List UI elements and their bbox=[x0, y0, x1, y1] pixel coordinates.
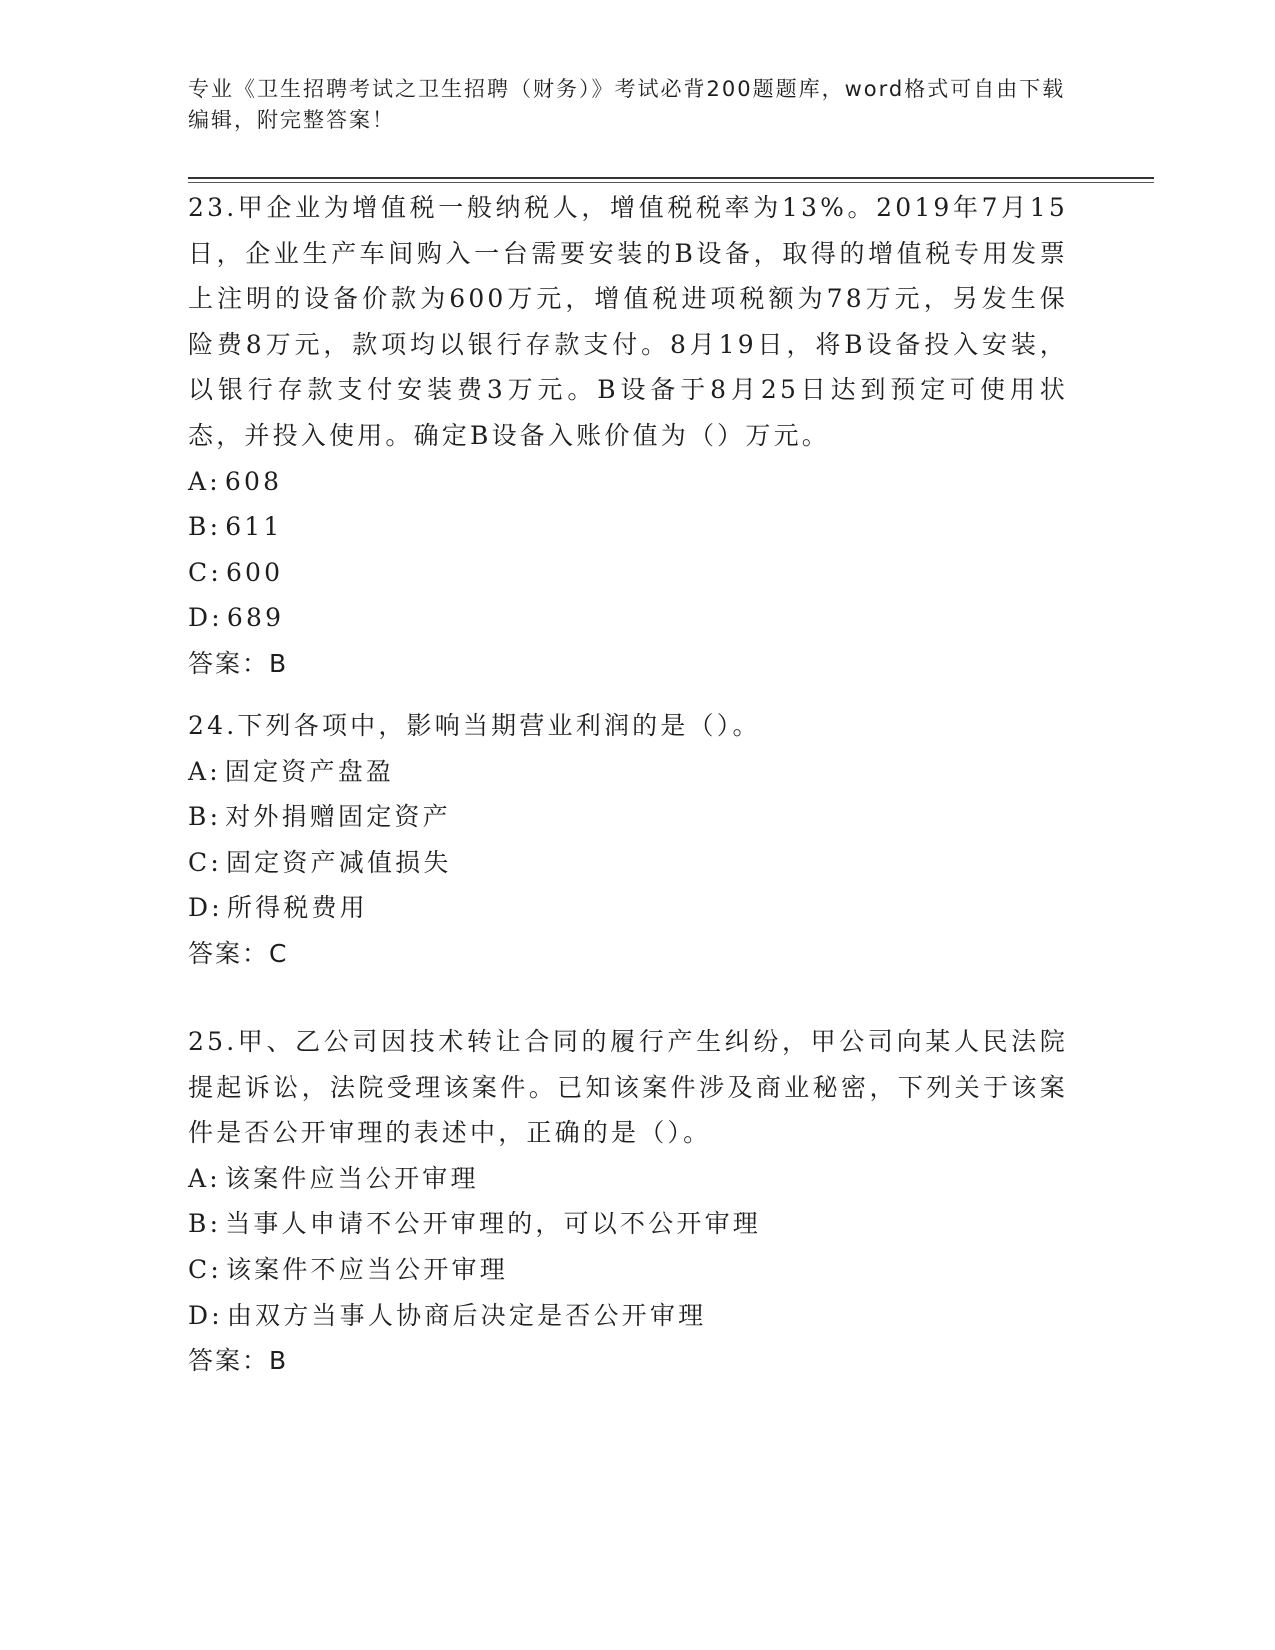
option-text: 该案件应当公开审理 bbox=[224, 1163, 479, 1193]
option-a bbox=[188, 459, 1068, 505]
question-stem: 23.甲企业为增值税一般纳税人，增值税税率为13%。2019年7月15日，企业生产车间购入一台需要安装的B设备，取得的增值税专用发票上注明的设备价款为600万元，增值税进项税额为78万元，另发生保险费8万元，款项均以银行存款支付。8月19日，将B设备投入安装，以银行存款支付安装费3万元。B设备于8月25日达到预定可使用状态，并投入使用。确定B设备入账价值为（）万元。 bbox=[188, 193, 1068, 450]
option-text: 600 bbox=[225, 557, 284, 587]
header-divider-thick bbox=[188, 177, 1154, 179]
option-text: 固定资产减值损失 bbox=[225, 847, 452, 877]
option-c bbox=[188, 1247, 1068, 1293]
option-letter: D: bbox=[188, 603, 223, 633]
option-a bbox=[188, 1156, 1068, 1202]
option-letter: A: bbox=[188, 756, 221, 786]
option-letter: C: bbox=[188, 1254, 222, 1284]
option-c bbox=[188, 840, 1068, 886]
answer-line: 答案：B bbox=[188, 648, 289, 678]
option-d bbox=[188, 1293, 1068, 1339]
question-25 bbox=[188, 1019, 1068, 1384]
option-text: 该案件不应当公开审理 bbox=[225, 1254, 508, 1284]
answer-line: 答案：C bbox=[188, 938, 289, 968]
option-letter: B: bbox=[188, 802, 222, 832]
answer-line: 答案：B bbox=[188, 1346, 289, 1376]
option-text: 由双方当事人协商后决定是否公开审理 bbox=[226, 1300, 707, 1330]
option-text: 所得税费用 bbox=[226, 893, 368, 923]
option-text: 对外捐赠固定资产 bbox=[225, 802, 451, 832]
question-stem: 24.下列各项中，影响当期营业利润的是（）。 bbox=[188, 711, 761, 740]
option-b bbox=[188, 794, 1068, 840]
option-letter: B: bbox=[188, 1209, 222, 1239]
option-text: 固定资产盘盈 bbox=[224, 756, 395, 786]
question-stem: 25.甲、乙公司因技术转让合同的履行产生纠纷，甲公司向某人民法院提起诉讼，法院受理该案件。已知该案件涉及商业秘密，下列关于该案件是否公开审理的表述中，正确的是（）。 bbox=[188, 1027, 1068, 1148]
option-letter: A: bbox=[188, 466, 221, 496]
question-23 bbox=[188, 185, 1068, 687]
option-text: 608 bbox=[224, 466, 283, 496]
option-a bbox=[188, 749, 1068, 795]
option-b bbox=[188, 504, 1068, 550]
option-text: 当事人申请不公开审理的，可以不公开审理 bbox=[225, 1209, 762, 1239]
option-letter: A: bbox=[188, 1163, 221, 1193]
header-divider-thin bbox=[188, 182, 1154, 183]
option-c bbox=[188, 550, 1068, 596]
option-letter: D: bbox=[188, 1300, 223, 1330]
option-text: 689 bbox=[226, 603, 285, 633]
option-letter: D: bbox=[188, 893, 223, 923]
option-text: 611 bbox=[225, 512, 283, 542]
option-letter: C: bbox=[188, 557, 222, 587]
option-d bbox=[188, 885, 1068, 931]
option-b bbox=[188, 1201, 1068, 1247]
option-d bbox=[188, 595, 1068, 641]
document-header: 专业《卫生招聘考试之卫生招聘（财务）》考试必背200题题库，word格式可自由下载编辑，附完整答案！ bbox=[188, 77, 1066, 132]
option-letter: C: bbox=[188, 847, 222, 877]
question-24 bbox=[188, 703, 1068, 977]
option-letter: B: bbox=[188, 512, 222, 542]
